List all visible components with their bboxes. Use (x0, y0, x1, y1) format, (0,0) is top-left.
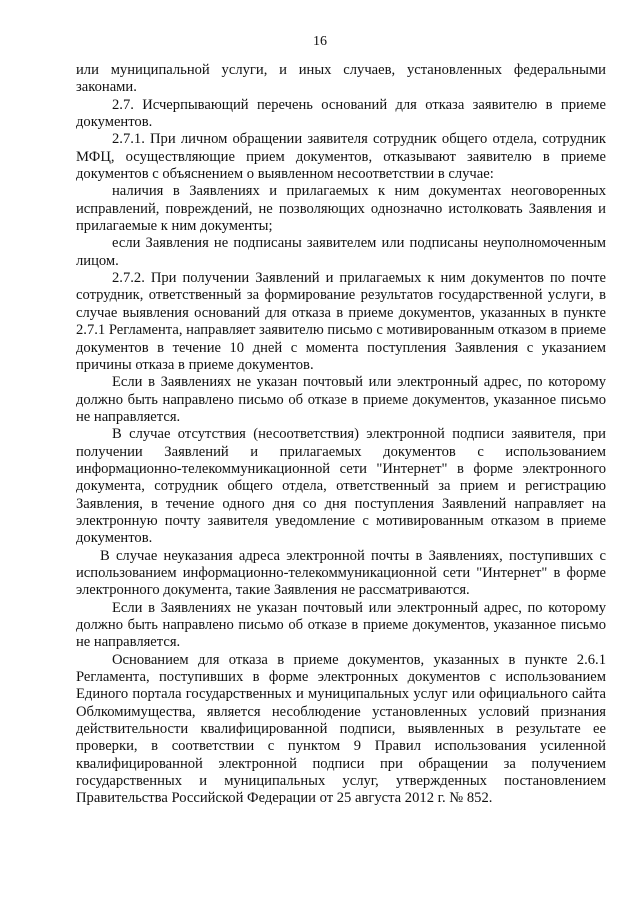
paragraph-condition-unsigned: если Заявления не подписаны заявителем или подписаны неуполномоченным лицом. (76, 235, 606, 269)
paragraph-continuation: или муниципальной услуги, и иных случаев, установленных федеральными законами. (76, 62, 606, 96)
paragraph-no-address: Если в Заявлениях не указан почтовый или электронный адрес, по которому должно быть направлено письмо об отказе в приеме документов, указанное письмо не направляется. (76, 374, 606, 425)
paragraph-grounds-refusal: Основанием для отказа в приеме документов, указанных в пункте 2.6.1 Регламента, поступивших в форме электронных документов с использованием Единого портала государственных и муниципальных услуг или официального сайта Облкомимущества, является несоблюдение установленных условий признания действительности квалифицированной подписи, выявленных в результате ее проверки, в соответствии с пунктом 9 Правил использования усиленной квалифицированной электронной подписи при обращении за получением государственных и муниципальных услуг, утвержденных постановлением Правительства Российской Федерации от 25 августа 2012 г. № 852. (76, 651, 606, 807)
paragraph-section-2-7: 2.7. Исчерпывающий перечень оснований для отказа заявителю в приеме документов. (76, 96, 606, 131)
paragraph-no-address-repeat: Если в Заявлениях не указан почтовый или электронный адрес, по которому должно быть направлено письмо об отказе в приеме документов, указанное письмо не направляется. (76, 599, 606, 651)
paragraph-no-signature: В случае отсутствия (несоответствия) электронной подписи заявителя, при получении Заявлений и прилагаемых документов с использованием информационно-телекоммуникационной сети "Интернет" в форме электронного документа, сотрудник общего отдела, ответственный за прием и регистрацию Заявления, в течение одного дня со дня поступления Заявлений направляет на электронную почту заявителя уведомление с мотивированным отказом в приеме документов. (76, 426, 606, 547)
paragraph-no-email: В случае неуказания адреса электронной почты в Заявлениях, поступивших с использованием информационно-телекоммуникационной сети "Интернет" в форме электронного документа, такие Заявления не рассматриваются. (76, 547, 606, 599)
page-number: 16 (313, 34, 327, 49)
document-body (76, 62, 606, 808)
paragraph-condition-corrections: наличия в Заявлениях и прилагаемых к ним документах неоговоренных исправлений, повреждений, не позволяющих однозначно истолковать Заявления и прилагаемые к ним документы; (76, 183, 606, 235)
paragraph-section-2-7-1: 2.7.1. При личном обращении заявителя сотрудник общего отдела, сотрудник МФЦ, осуществляющие прием документов, отказывают заявителю в приеме документов с объяснением о выявленном несоответствии в случае: (76, 131, 606, 183)
paragraph-section-2-7-2: 2.7.2. При получении Заявлений и прилагаемых к ним документов по почте сотрудник, ответственный за формирование результатов государственной услуги, в случае выявления оснований для отказа в приеме документов, указанных в пункте 2.7.1 Регламента, направляет заявителю письмо с мотивированным отказом в приеме документов в течение 10 дней с момента поступления Заявления с указанием причины отказа в приеме документов. (76, 270, 606, 373)
